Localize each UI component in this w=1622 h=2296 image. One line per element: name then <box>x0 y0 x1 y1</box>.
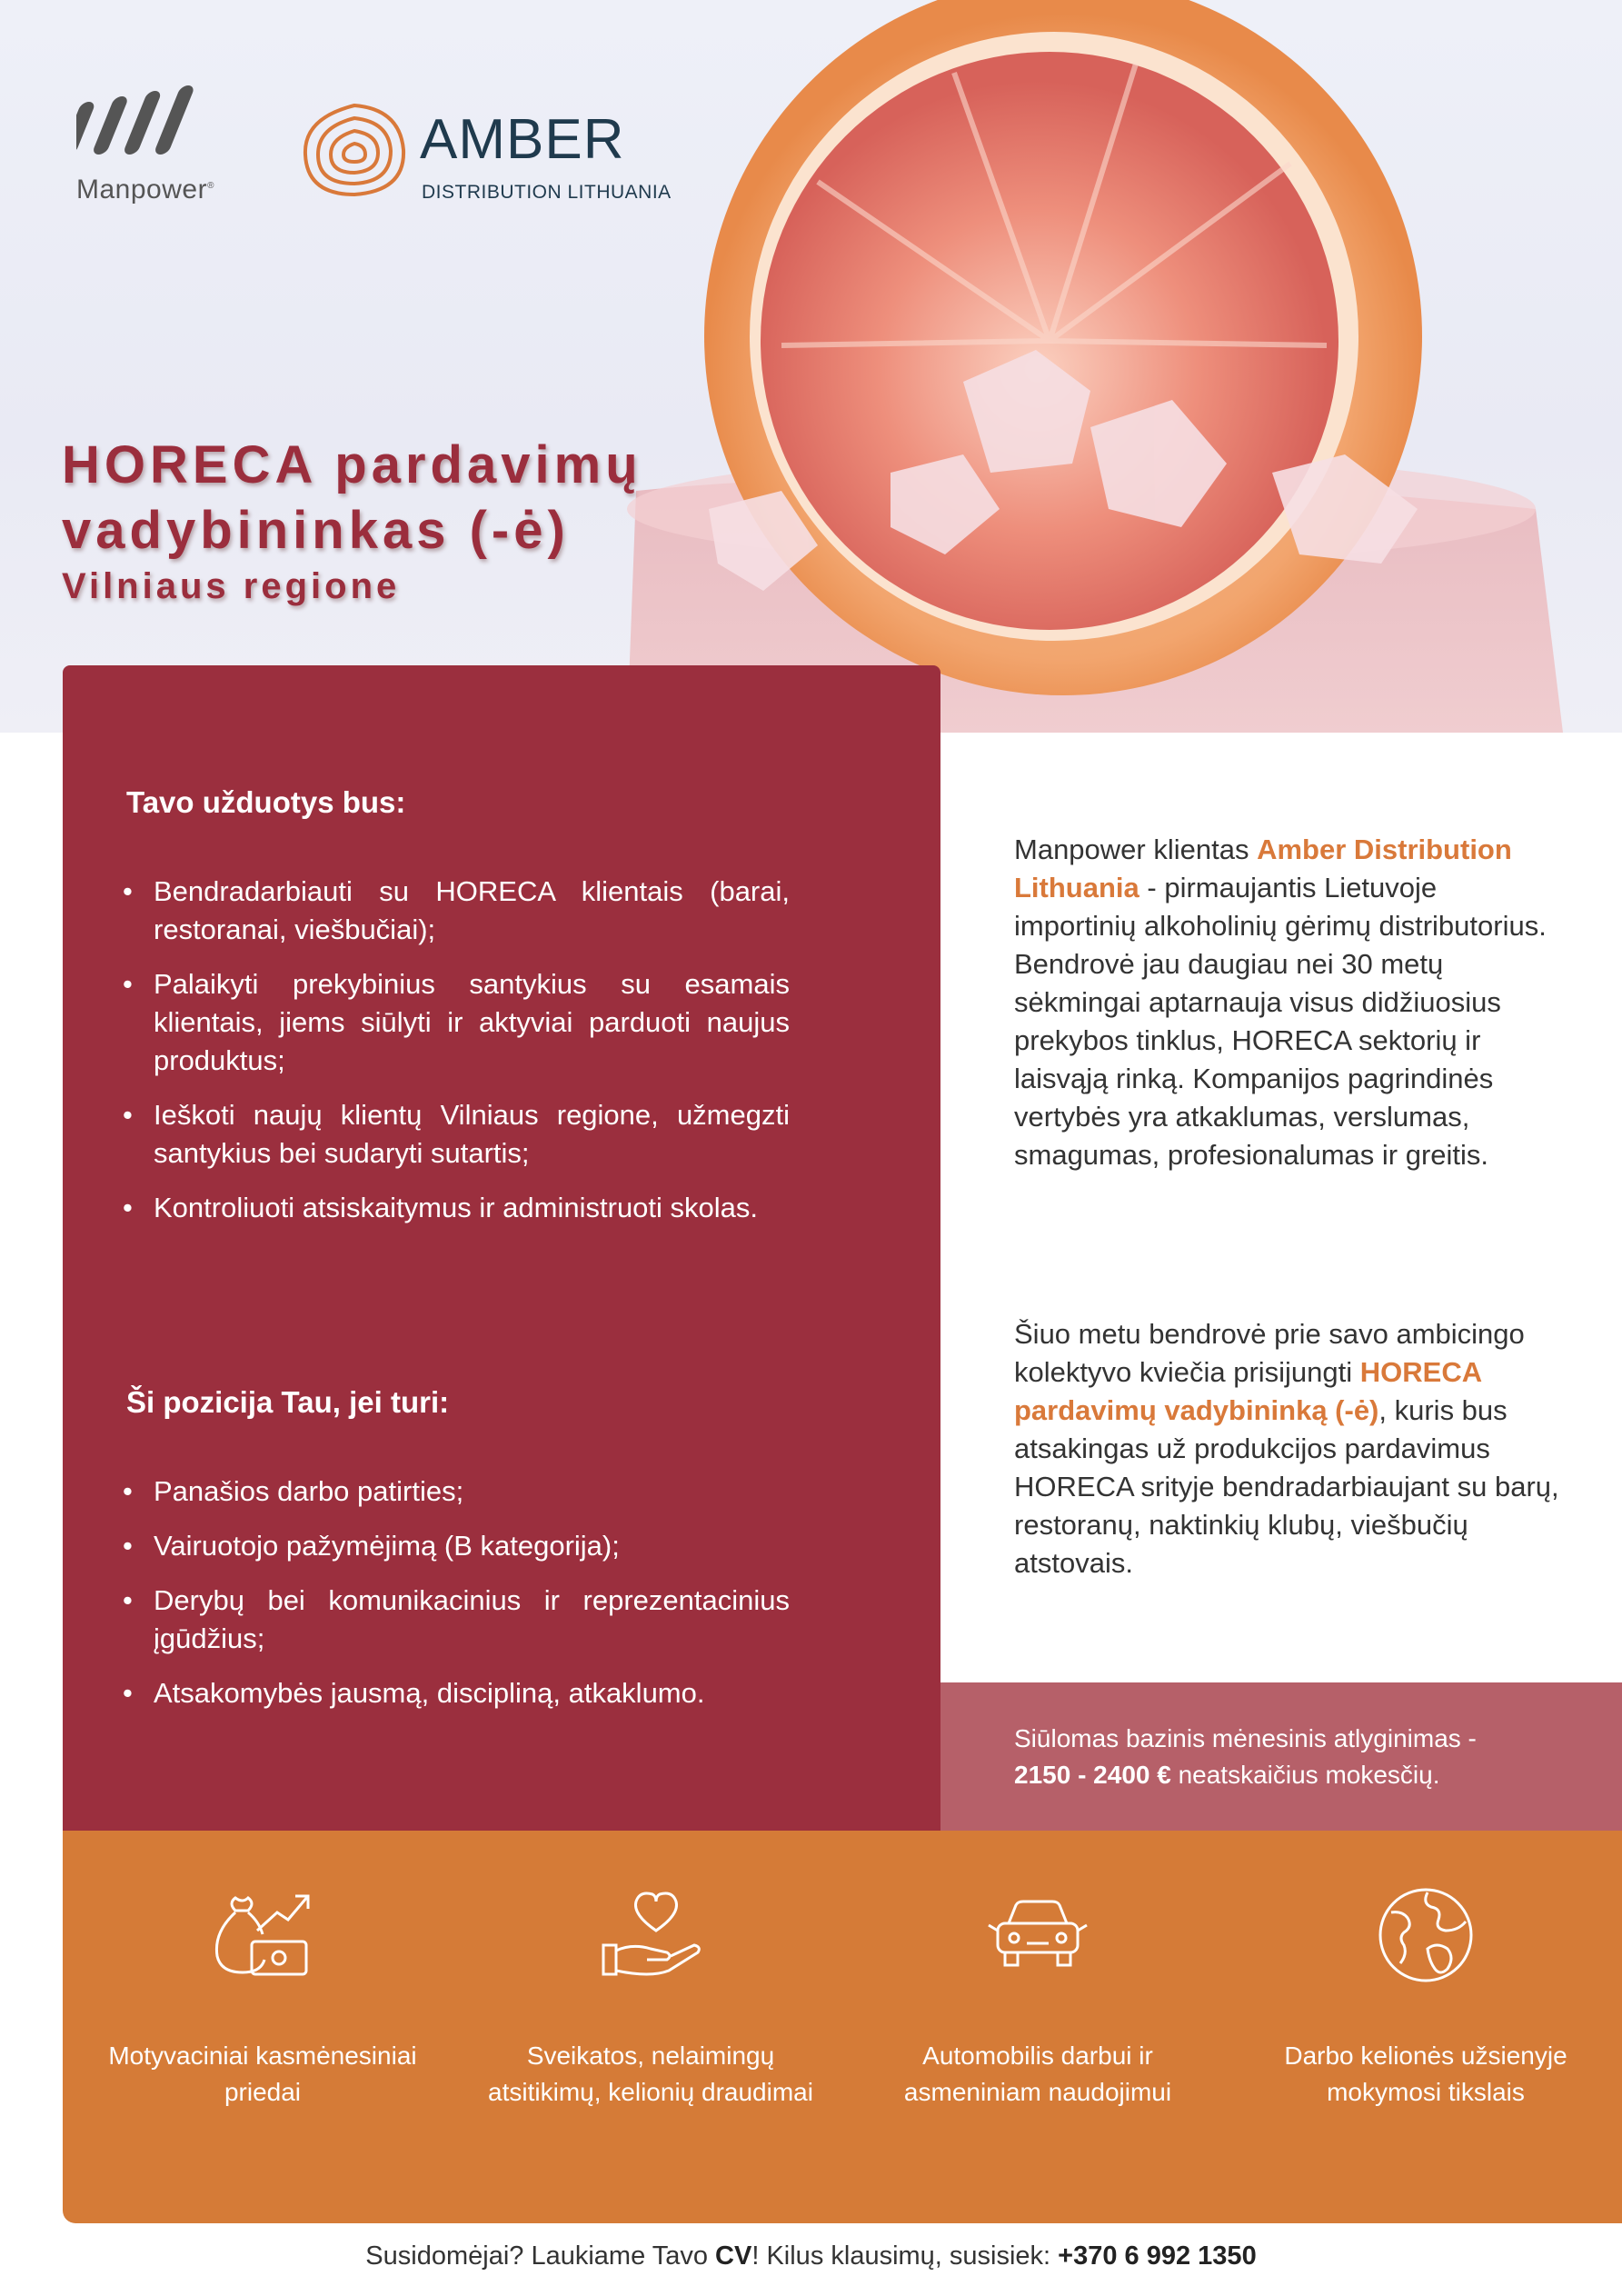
job-title-line2: vadybininkas (-ė) <box>62 501 570 560</box>
requirements-list <box>123 1472 790 1729</box>
car-icon <box>983 1885 1092 1985</box>
hero-banner <box>0 0 1622 733</box>
duties-panel <box>63 665 940 1831</box>
tasks-heading: Tavo užduotys bus: <box>126 785 406 819</box>
salary-label: Siūlomas bazinis mėnesinis atlyginimas - <box>1014 1724 1477 1752</box>
position-highlight: HORECA pardavimų vadybininką (-ė) <box>1014 1356 1481 1426</box>
amber-subtitle: DISTRIBUTION LITHUANIA <box>422 182 672 203</box>
tasks-list <box>123 873 790 1243</box>
benefit-car <box>874 1885 1201 2111</box>
benefit-label: Sveikatos, nelaimingų atsitikimų, kelionių draudimai <box>488 2041 813 2106</box>
benefit-label: Automobilis darbui ir asmeniniam naudojimui <box>903 2041 1172 2106</box>
amber-wordmark: AMBER <box>420 108 625 171</box>
list-item: • Ieškoti naujų klientų Vilniaus regione, užmegzti santykius bei sudaryti sutartis; <box>123 1096 790 1173</box>
manpower-logo-icon <box>76 84 231 165</box>
list-item: • Bendradarbiauti su HORECA klientais (barai, restoranai, viešbučiai); <box>123 873 790 949</box>
job-title-line1: HORECA pardavimų <box>62 435 642 494</box>
money-bag-growth-icon <box>208 1885 317 1985</box>
benefit-bonus <box>99 1885 426 2111</box>
benefits-panel <box>63 1831 1622 2223</box>
contact-footer: Susidomėjai? Laukiame Tavo CV! Kilus klausimų, susisiek: +370 6 992 1350 <box>365 2241 1257 2271</box>
job-location: Vilniaus regione <box>62 566 401 606</box>
benefit-label: Motyvaciniai kasmėnesiniai priedai <box>108 2041 417 2106</box>
list-item: • Palaikyti prekybinius santykius su esamais klientais, jiems siūlyti ir aktyviai parduoti naujus produktus; <box>123 965 790 1080</box>
list-item: • Atsakomybės jausmą, discipliną, atkaklumo. <box>123 1674 790 1712</box>
salary-box <box>940 1682 1622 1831</box>
phone-number: +370 6 992 1350 <box>1058 2241 1257 2271</box>
job-title <box>62 433 642 609</box>
benefit-travel <box>1262 1885 1589 2111</box>
amber-logo-icon <box>300 100 409 200</box>
list-item: • Derybų bei komunikacinius ir reprezentacinius įgūdžius; <box>123 1582 790 1658</box>
benefit-label: Darbo kelionės užsienyje mokymosi tikslais <box>1284 2041 1567 2106</box>
cocktail-photo <box>0 0 1622 733</box>
benefit-insurance <box>487 1885 814 2111</box>
company-description: Manpower klientas Amber Distribution Lithuania - pirmaujantis Lietuvoje importinių alkoholinių gėrimų distributorius. Bendrovė jau daugiau nei 30 metų sėkmingai aptarnauja visus didžiuosius prekybos tinklus, HORECA sektorių ir laisvąją rinką. Kompanijos pagrindinės vertybės yra atkaklumas, verslumas, smagumas, profesionalumas ir greitis. <box>1014 834 1547 1171</box>
list-item: • Panašios darbo patirties; <box>123 1472 790 1511</box>
heart-hand-icon <box>596 1885 705 1985</box>
list-item: • Kontroliuoti atsiskaitymus ir administruoti skolas. <box>123 1189 790 1227</box>
position-description: Šiuo metu bendrovė prie savo ambicingo kolektyvo kviečia prisijungti HORECA pardavimų vadybininką (-ė), kuris bus atsakingas už produkcijos pardavimus HORECA srityje bendradarbiaujant su barų, restoranų, naktinkių klubų, viešbučių atstovais. <box>1014 1318 1559 1579</box>
company-name-highlight: Amber Distribution Lithuania <box>1014 834 1512 903</box>
list-item: • Vairuotojo pažymėjimą (B kategorija); <box>123 1527 790 1565</box>
salary-value: 2150 - 2400 € neatskaičius mokesčių. <box>1014 1761 1440 1789</box>
requirements-heading: Ši pozicija Tau, jei turi: <box>126 1385 450 1419</box>
manpower-wordmark: Manpower® <box>76 175 214 205</box>
globe-icon <box>1371 1885 1480 1985</box>
